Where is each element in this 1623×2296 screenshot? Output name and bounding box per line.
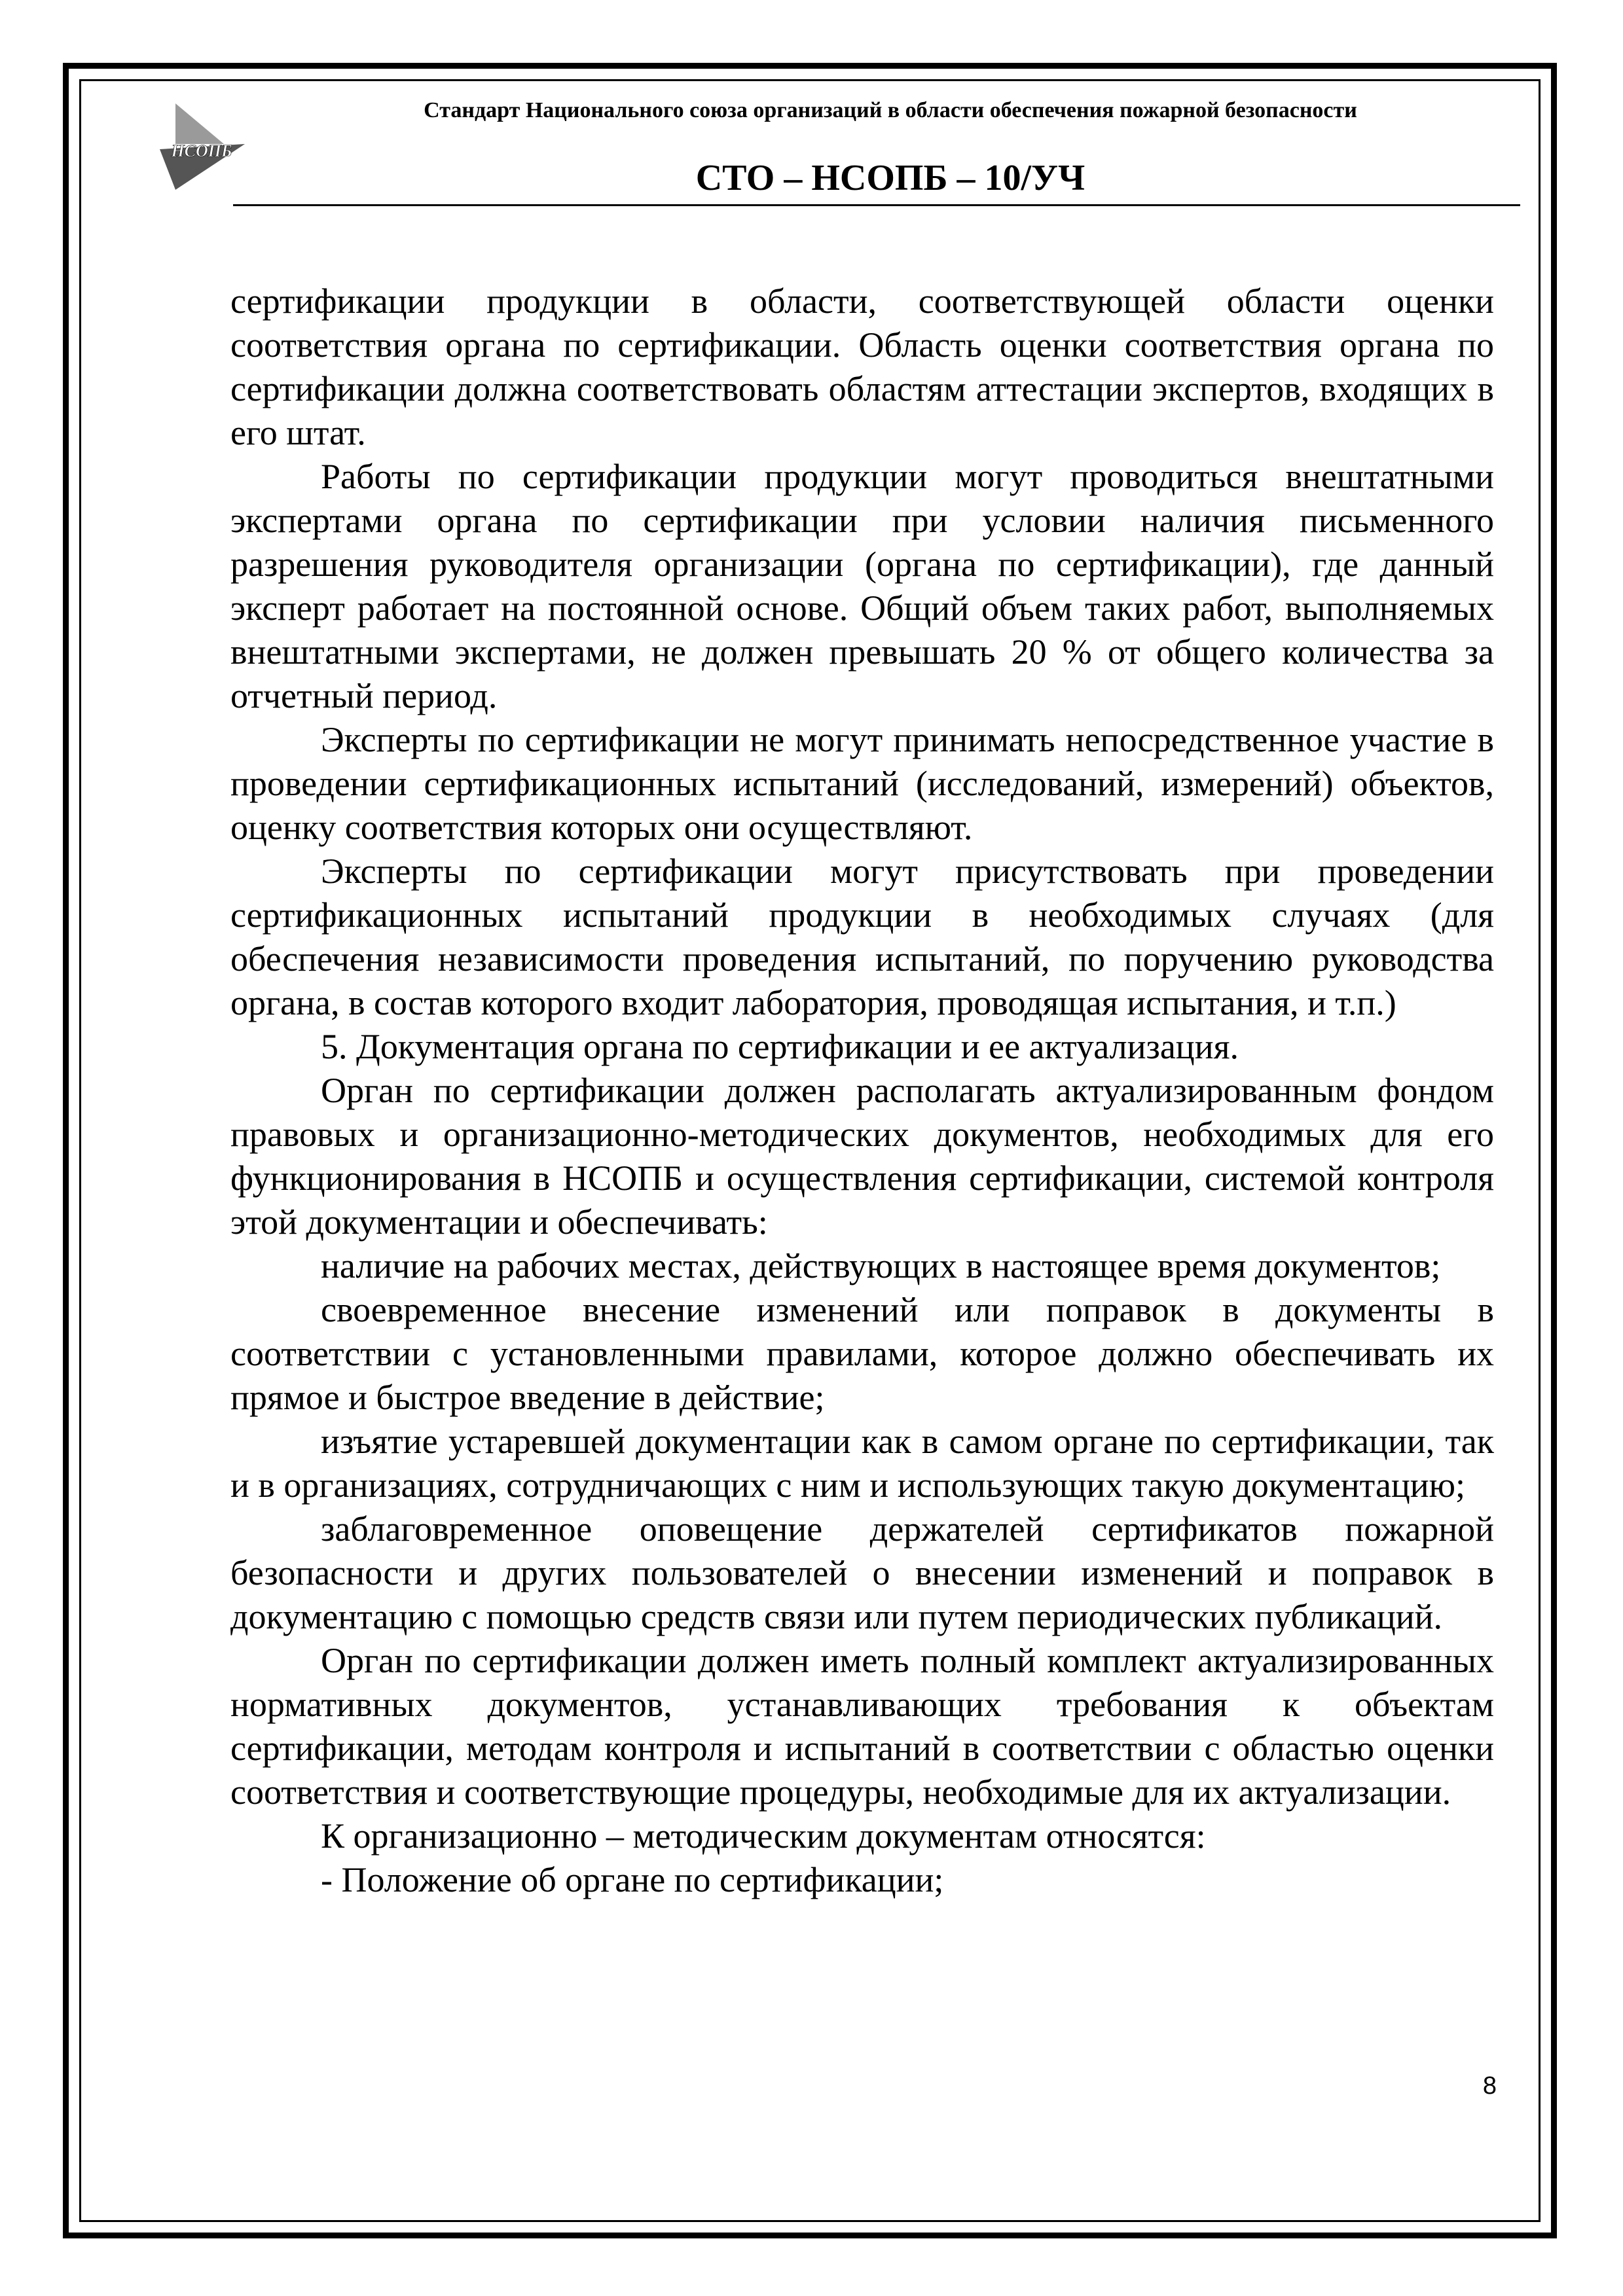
paragraph: Орган по сертификации должен располагать актуализированным фондом правовых и организационно-методических документов, необходимых для его функционирования в НСОПБ и осуществления сертификации, системой контроля этой документации и обеспечивать:: [230, 1071, 1494, 1242]
document-code: СТО – НСОПБ – 10/УЧ: [695, 158, 1085, 198]
logo-label: НСОПБ: [171, 141, 232, 160]
paragraph: Эксперты по сертификации могут присутствовать при проведении сертификационных испытаний продукции в необходимых случаях (для обеспечения независимости проведения испытаний, по поручению руководства органа, в состав которого входит лаборатория, проводящая испытания, и т.п.): [230, 852, 1494, 1022]
paragraph: сертификации продукции в области, соответствующей области оценки соответствия органа по сертификации. Область оценки соответствия органа по сертификации должна соответствовать областям аттестации экспертов, входящих в его штат.: [230, 281, 1494, 452]
list-item: наличие на рабочих местах, действующих в настоящее время документов;: [321, 1246, 1441, 1285]
nsopb-logo: [156, 103, 247, 192]
standard-title: Стандарт Национального союза организаций в области обеспечения пожарной безопасности: [424, 98, 1357, 122]
document-body: [230, 279, 1494, 1902]
paragraph: К организационно – методическим документам относятся:: [321, 1816, 1206, 1856]
list-item: - Положение об органе по сертификации;: [321, 1860, 944, 1899]
list-item: своевременное внесение изменений или поправок в документы в соответствии с установленными правилами, которое должно обеспечивать их прямое и быстрое введение в действие;: [230, 1290, 1494, 1417]
paragraph: Работы по сертификации продукции могут проводиться внештатными экспертами органа по сертификации при условии наличия письменного разрешения руководителя организации (органа по сертификации), где данный эксперт работает на постоянной основе. Общий объем таких работ, выполняемых внештатными экспертами, не должен превышать 20 % от общего количества за отчетный период.: [230, 457, 1494, 715]
section-heading: 5. Документация органа по сертификации и ее актуализация.: [321, 1027, 1239, 1066]
logo-shape-top: [175, 103, 224, 144]
list-item: изъятие устаревшей документации как в самом органе по сертификации, так и в организациях, сотрудничающих с ним и использующих такую документацию;: [230, 1422, 1494, 1505]
paragraph: Орган по сертификации должен иметь полный комплект актуализированных нормативных документов, устанавливающих требования к объектам сертификации, методам контроля и испытаний в соответствии с областью оценки соответствия и соответствующие процедуры, необходимые для их актуализации.: [230, 1641, 1494, 1812]
paragraph: Эксперты по сертификации не могут принимать непосредственное участие в проведении сертификационных испытаний (исследований, измерений) объектов, оценку соответствия которых они осуществляют.: [230, 720, 1494, 847]
list-item: заблаговременное оповещение держателей сертификатов пожарной безопасности и других пользователей о внесении изменений и поправок в документацию с помощью средств связи или путем периодических публикаций.: [230, 1509, 1494, 1636]
page-number: 8: [1482, 2072, 1497, 2100]
header-divider: [233, 204, 1520, 206]
